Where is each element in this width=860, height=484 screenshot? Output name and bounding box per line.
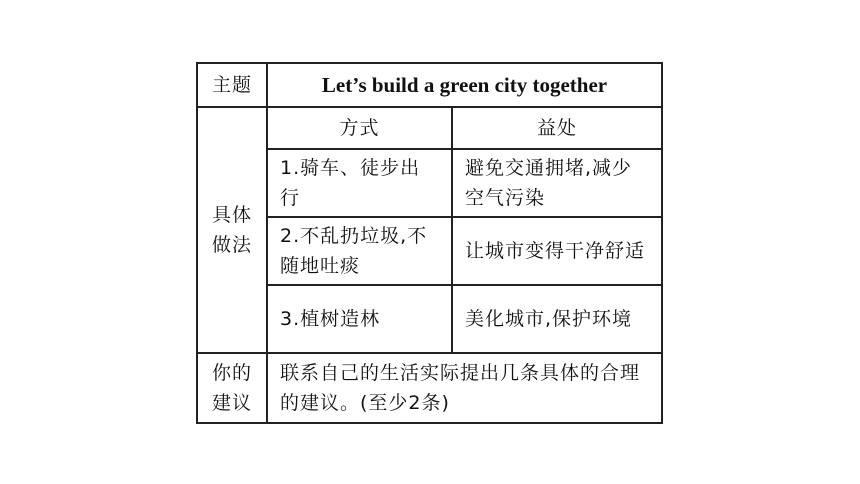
suggestion-row (197, 353, 662, 423)
suggestion-label: 你的建议 (197, 353, 267, 423)
header-row (197, 107, 662, 149)
topic-row (197, 63, 662, 107)
table-row (197, 149, 662, 217)
method-column-header: 方式 (267, 107, 452, 149)
benefit-cell: 美化城市,保护环境 (452, 285, 662, 353)
method-cell: 3.植树造林 (267, 285, 452, 353)
worksheet-table (196, 62, 663, 424)
suggestion-text: 联系自己的生活实际提出几条具体的合理的建议。(至少2条) (267, 353, 662, 423)
benefit-cell: 让城市变得干净舒适 (452, 217, 662, 285)
benefit-column-header: 益处 (452, 107, 662, 149)
table-row (197, 285, 662, 353)
practice-label: 具体做法 (197, 107, 267, 353)
topic-title: Let’s build a green city together (267, 63, 662, 107)
method-cell: 2.不乱扔垃圾,不随地吐痰 (267, 217, 452, 285)
topic-label: 主题 (197, 63, 267, 107)
table-row (197, 217, 662, 285)
method-cell: 1.骑车、徒步出行 (267, 149, 452, 217)
benefit-cell: 避免交通拥堵,减少空气污染 (452, 149, 662, 217)
